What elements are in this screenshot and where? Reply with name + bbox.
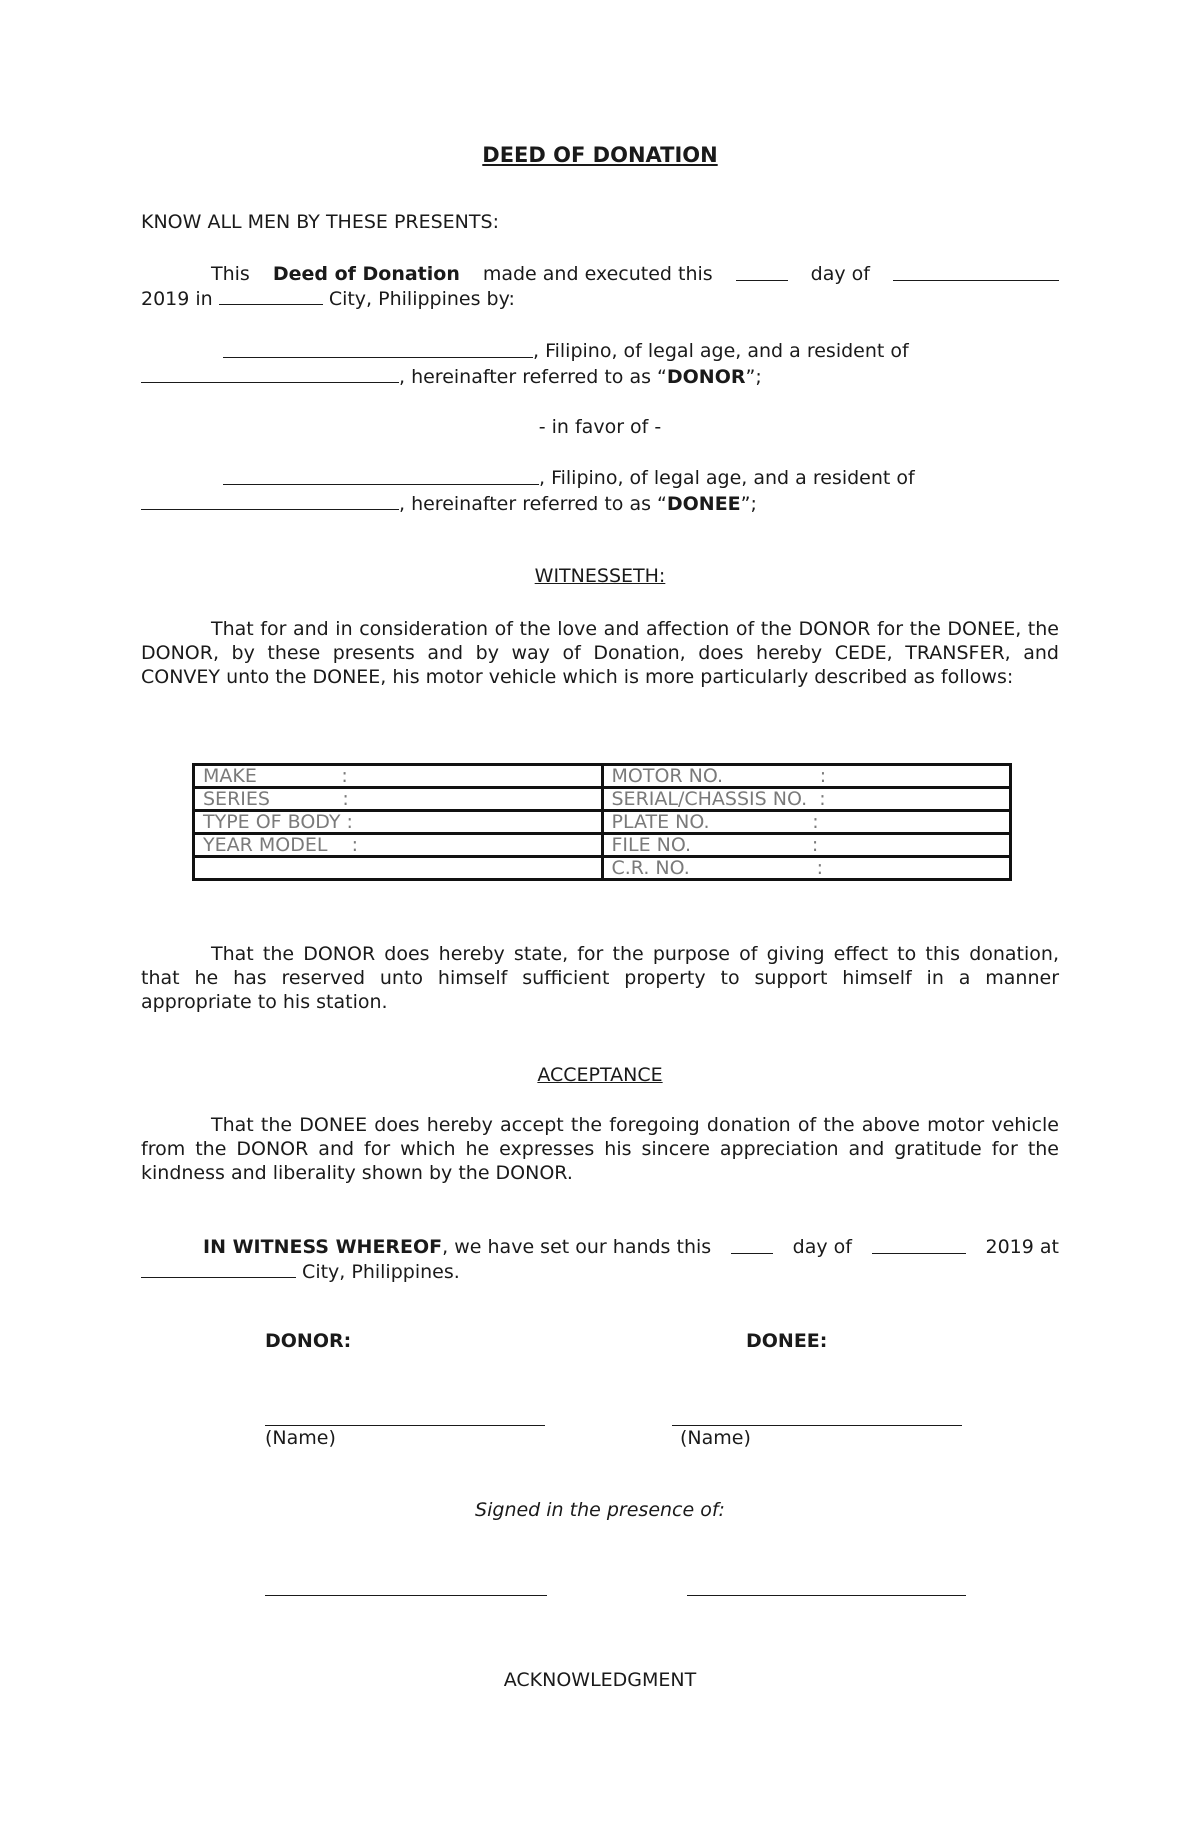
donee-party: , Filipino, of legal age, and a resident of , hereinafter referred to as “DONEE”; [141, 466, 1059, 516]
table-cell[interactable]: FILE NO. : [602, 834, 1011, 857]
table-row [194, 834, 1011, 857]
witness-day-blank[interactable] [731, 1235, 773, 1254]
acknowledgment-heading: ACKNOWLEDGMENT [503, 1669, 697, 1691]
witness-signature-line-left[interactable] [265, 1595, 547, 1596]
donor-party: , Filipino, of legal age, and a resident of , hereinafter referred to as “DONOR”; [141, 339, 1059, 389]
donee-signature-line[interactable] [672, 1425, 962, 1426]
donee-label: DONEE: [746, 1330, 828, 1352]
city-blank[interactable] [219, 286, 323, 305]
donee-name-blank[interactable] [223, 466, 539, 485]
intro-paragraph: This Deed of Donation made and executed this day of 2019 in City, Philippines by: [141, 262, 1059, 311]
reservation-paragraph: That the DONOR does hereby state, for the purpose of giving effect to this donation, that he has reserved unto himself sufficient property to support himself in a manner appropriate to his station. [141, 943, 1059, 1013]
day-blank[interactable] [736, 262, 788, 281]
vehicle-description-table [192, 763, 1012, 881]
table-cell[interactable]: SERIES : [194, 788, 603, 811]
donor-name-caption: (Name) [265, 1427, 336, 1449]
in-favor-line: - in favor of - [538, 416, 662, 438]
table-cell[interactable]: TYPE OF BODY : [194, 811, 603, 834]
consideration-paragraph: That for and in consideration of the love and affection of the DONOR for the DONEE, the DONOR, by these presents and by way of Donation, does hereby CEDE, TRANSFER, and CONVEY unto the DONEE, his motor vehicle which is more particularly described as follows: [141, 618, 1059, 688]
table-cell[interactable]: PLATE NO. : [602, 811, 1011, 834]
donee-name-caption: (Name) [680, 1427, 751, 1449]
acceptance-paragraph: That the DONEE does hereby accept the foregoing donation of the above motor vehicle from the DONOR and for which he expresses his sincere appreciation and gratitude for the kindness and liberality shown by the DONOR. [141, 1114, 1059, 1184]
witness-signature-line-right[interactable] [687, 1595, 966, 1596]
table-row [194, 857, 1011, 880]
table-cell[interactable]: MOTOR NO. : [602, 765, 1011, 788]
table-cell[interactable]: YEAR MODEL : [194, 834, 603, 857]
table-row [194, 788, 1011, 811]
witness-month-blank[interactable] [872, 1235, 966, 1254]
document-title: DEED OF DONATION [482, 143, 718, 167]
presence-line: Signed in the presence of: [475, 1499, 725, 1521]
acceptance-heading: ACCEPTANCE [537, 1064, 663, 1086]
table-cell[interactable] [194, 857, 603, 880]
table-row [194, 811, 1011, 834]
table-row [194, 765, 1011, 788]
donee-residence-blank[interactable] [141, 491, 399, 510]
witness-city-blank[interactable] [141, 1259, 296, 1278]
donor-residence-blank[interactable] [141, 364, 399, 383]
donor-signature-line[interactable] [265, 1425, 545, 1426]
opening-line: KNOW ALL MEN BY THESE PRESENTS: [141, 211, 499, 233]
table-cell[interactable]: C.R. NO. : [602, 857, 1011, 880]
witness-paragraph: IN WITNESS WHEREOF, we have set our hands this day of 2019 at City, Philippines. [141, 1235, 1059, 1284]
table-cell[interactable]: SERIAL/CHASSIS NO. : [602, 788, 1011, 811]
donor-name-blank[interactable] [223, 339, 533, 358]
table-cell[interactable]: MAKE : [194, 765, 603, 788]
donor-label: DONOR: [265, 1330, 352, 1352]
witnesseth-heading: WITNESSETH: [534, 565, 666, 587]
month-blank[interactable] [893, 262, 1059, 281]
